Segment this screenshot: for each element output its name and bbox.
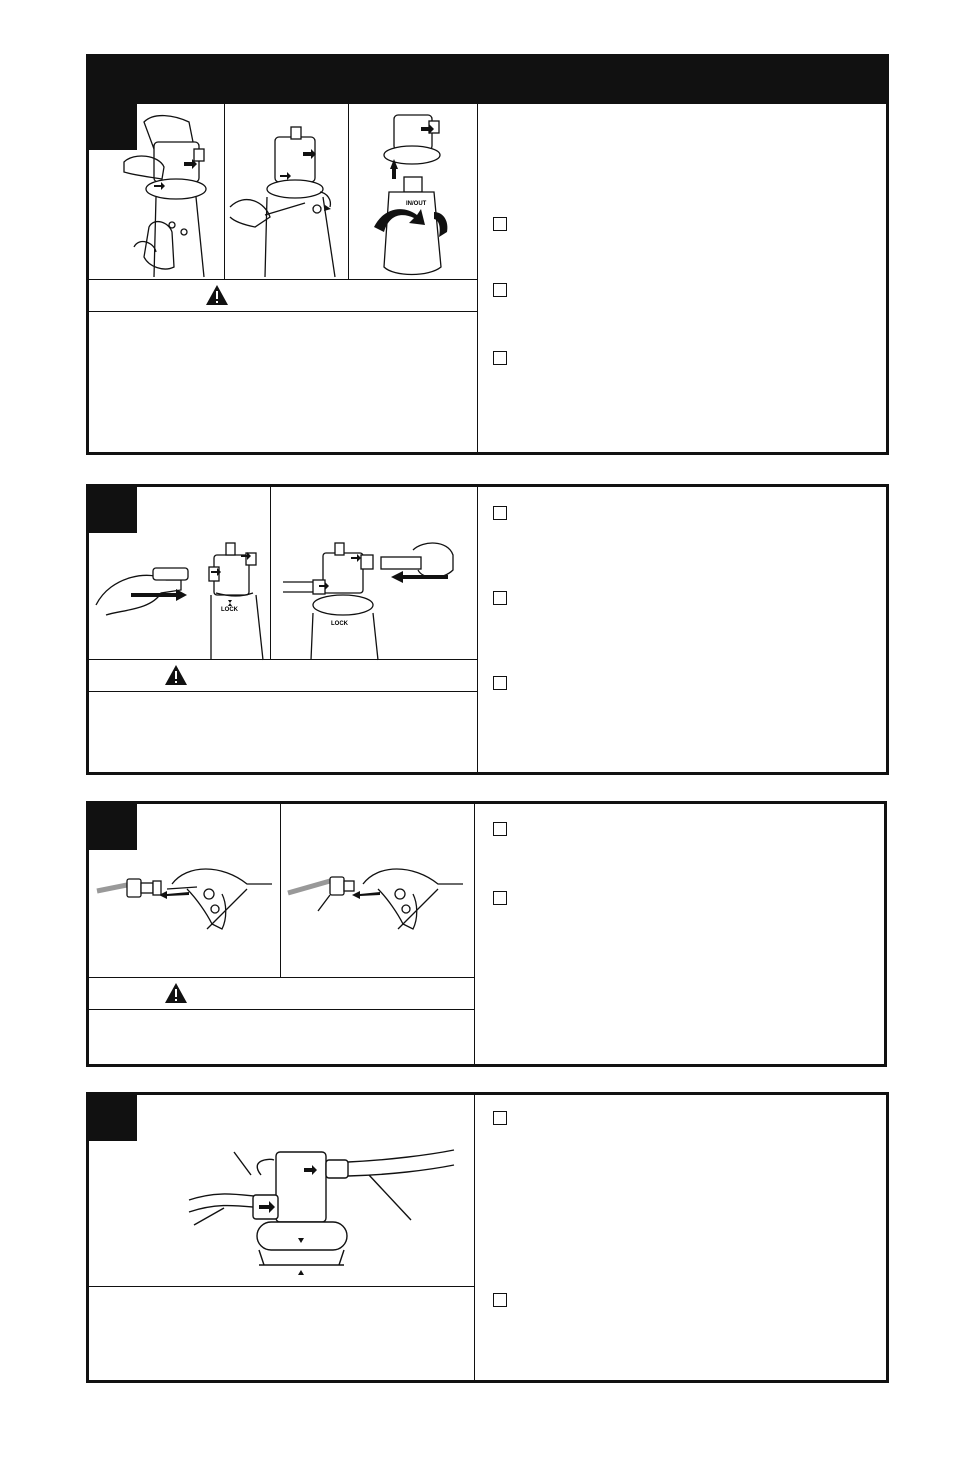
checklist-checkbox[interactable]	[493, 822, 507, 836]
panel-3-step-tab	[89, 804, 137, 850]
panel-3-divider	[89, 977, 474, 978]
panel-4	[86, 1092, 889, 1383]
panel-1-divider	[89, 311, 477, 312]
installed-filter-illustration	[189, 1140, 469, 1280]
twist-lift-filter-illustration	[349, 107, 477, 277]
remove-pin-illustration	[225, 107, 349, 277]
checklist-checkbox[interactable]	[493, 1111, 507, 1125]
panel-4-step-tab	[89, 1095, 137, 1141]
warning-triangle-icon	[164, 664, 188, 686]
panel-1-divider	[477, 104, 478, 452]
warning-triangle-icon	[205, 284, 229, 306]
panel-3-divider	[89, 1009, 474, 1010]
checklist-checkbox[interactable]	[493, 283, 507, 297]
panel-1-divider	[89, 279, 477, 280]
checklist-checkbox[interactable]	[493, 1293, 507, 1307]
in-out-label: IN/OUT	[406, 201, 427, 207]
warning-triangle-icon	[164, 982, 188, 1004]
panel-1-header-bar	[89, 57, 886, 104]
insert-outlet-tube-illustration	[273, 535, 473, 660]
checklist-checkbox[interactable]	[493, 351, 507, 365]
hand-twist-filter-illustration	[94, 107, 224, 277]
tube-fitting-illustration	[288, 859, 468, 949]
panel-3-divider	[280, 804, 281, 977]
panel-3	[86, 801, 887, 1067]
panel-2-step-tab	[89, 487, 137, 533]
checklist-checkbox[interactable]	[493, 217, 507, 231]
checklist-checkbox[interactable]	[493, 506, 507, 520]
insert-tube-illustration	[91, 535, 271, 660]
panel-3-divider	[474, 804, 475, 1064]
panel-2-divider	[89, 691, 477, 692]
panel-1	[86, 54, 889, 455]
checklist-checkbox[interactable]	[493, 591, 507, 605]
checklist-checkbox[interactable]	[493, 891, 507, 905]
lock-label: LOCK	[221, 607, 238, 613]
lock-label: LOCK	[331, 621, 348, 627]
tube-fitting-illustration	[97, 859, 277, 949]
checklist-checkbox[interactable]	[493, 676, 507, 690]
panel-4-divider	[89, 1286, 474, 1287]
panel-2-divider	[477, 487, 478, 772]
panel-2	[86, 484, 889, 775]
panel-4-divider	[474, 1095, 475, 1380]
